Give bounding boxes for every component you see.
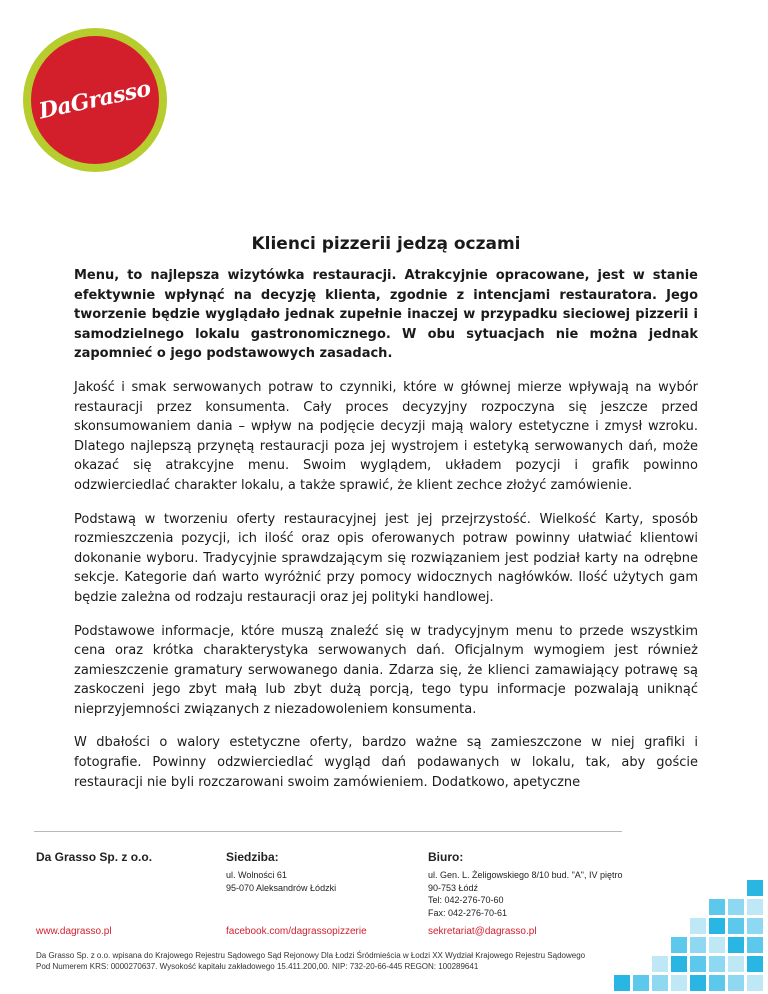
legal-line-2: Pod Numerem KRS: 0000270637. Wysokość kapitału zakładowego 15.411.200,00. NIP: 732-20-66-445 REGON: 100289641 (36, 962, 479, 971)
logo-text: DaGrasso (36, 75, 154, 125)
blue-square (747, 956, 763, 972)
blue-square (709, 975, 725, 991)
footer-office-column (428, 850, 623, 919)
footer-hq-column (226, 850, 336, 894)
blue-square (709, 956, 725, 972)
hq-line-1: ul. Wolności 61 (226, 870, 287, 880)
blue-square (690, 975, 706, 991)
blue-square (747, 899, 763, 915)
blue-square (728, 975, 744, 991)
footer-company-column (36, 850, 152, 869)
hq-line-2: 95-070 Aleksandrów Łódzki (226, 882, 337, 893)
blue-square (671, 956, 687, 972)
website-link[interactable]: www.dagrasso.pl (36, 926, 112, 937)
blue-square (709, 937, 725, 953)
blue-square (728, 937, 744, 953)
office-line-2: 90-753 Łódź (428, 882, 479, 893)
footer-divider (34, 831, 622, 832)
blue-square (747, 937, 763, 953)
blue-square (690, 956, 706, 972)
blue-square (671, 975, 687, 991)
lead-paragraph: Menu, to najlepsza wizytówka restauracji. Atrakcyjnie opracowane, jest w stanie efektywnie wpłynąć na decyzję klienta, zgodnie z intencjami restauratora. Jego tworzenie będzie wyglądało jednak zupełnie inaczej w przypadku sieciowej pizzerii i samodzielnego lokalu gastronomicznego. W obu sytuacjach nie można jednak zapomnieć o jego podstawowych zasadach. (74, 268, 698, 362)
blue-square (747, 880, 763, 896)
blue-square (747, 975, 763, 991)
office-line-1: ul. Gen. L. Żeligowskiego 8/10 bud. "A", IV piętro (428, 870, 623, 880)
body-paragraph-4: W dbałości o walory estetyczne oferty, bardzo ważne są zamieszczone w niej grafiki i fotografie. Powinny odzwierciedlać wygląd dań podawanych w lokalu, tak, aby goście restauracji nie byli rozczarowani swoim zamówieniem. Dodatkowo, apetyczne (74, 735, 698, 790)
body-paragraph-3: Podstawowe informacje, które muszą znaleźć się w tradycyjnym menu to przede wszystkim cena oraz krótka charakterystyka serwowanych dań. Oficjalnym wymogiem jest również zamieszczenie gramatury serwowanego dania. Zdarza się, że klienci zamawiający potrawę są zaskoczeni jego zbyt małą lub zbyt dużą porcją, tego typu informacje pozwalają uniknąć nieprzyjemności związanych z niezadowoleniem konsumenta. (74, 623, 698, 717)
office-line-3: Tel: 042-276-70-60 (428, 895, 504, 905)
blue-square (690, 918, 706, 934)
blue-square (633, 975, 649, 991)
office-label: Biuro: (428, 850, 464, 864)
blue-square (709, 899, 725, 915)
decorative-blue-squares (612, 870, 768, 994)
company-name: Da Grasso Sp. z o.o. (36, 850, 153, 864)
blue-square (671, 937, 687, 953)
legal-line-1: Da Grasso Sp. z o.o. wpisana do Krajowego Rejestru Sądowego Sąd Rejonowy Dla Łodzi Śródmieścia w Łodzi XX Wydział Krajowego Rejestru Sądowego (36, 951, 586, 960)
document-body (74, 234, 698, 792)
logo-red-circle (31, 36, 159, 164)
dagrasso-logo (23, 28, 167, 172)
body-paragraph-2: Podstawą w tworzeniu oferty restauracyjnej jest jej przejrzystość. Wielkość Karty, sposób rozmieszczenia pozycji, ich ilość oraz opis oferowanych potraw powinny ułatwiać klientowi dokonanie wyboru. Tradycyjnie sprawdzającym się rozwiązaniem jest podział karty na odrębne sekcje. Kategorie dań warto wyróżnić przy pomocy widocznych nagłówków. Ilość użytych gam będzie zależna od rodzaju restauracji oraz jej polityki handlowej. (74, 511, 698, 605)
blue-square (728, 918, 744, 934)
blue-square (709, 918, 725, 934)
hq-label: Siedziba: (226, 850, 279, 864)
blue-square (652, 975, 668, 991)
blue-square (690, 937, 706, 953)
body-paragraph-1: Jakość i smak serwowanych potraw to czynniki, które w głównej mierze wpływają na wybór restauracji przez konsumenta. Cały proces decyzyjny rozpoczyna się jeszcze przed skonsumowaniem dania – wpływ na podjęcie decyzji mają walory estetyczne i zmysł wzroku. Dlatego najlepszą przynętą restauracji poza jej wystrojem i estetyką serwowanych dań, może okazać się atrakcyjne menu. Swoim wyglądem, układem pozycji i grafik powinno odzwierciedlać charakter lokalu, a także sprawić, że klient zechce złożyć zamówienie. (74, 379, 698, 493)
blue-square (728, 899, 744, 915)
office-line-4: Fax: 042-276-70-61 (428, 907, 508, 918)
blue-square (728, 956, 744, 972)
legal-info (36, 950, 646, 972)
document-title: Klienci pizzerii jedzą oczami (251, 234, 521, 254)
email-link[interactable]: sekretariat@dagrasso.pl (428, 926, 537, 937)
blue-square (652, 956, 668, 972)
facebook-link[interactable]: facebook.com/dagrassopizzerie (226, 926, 367, 937)
blue-square (747, 918, 763, 934)
blue-square (614, 975, 630, 991)
